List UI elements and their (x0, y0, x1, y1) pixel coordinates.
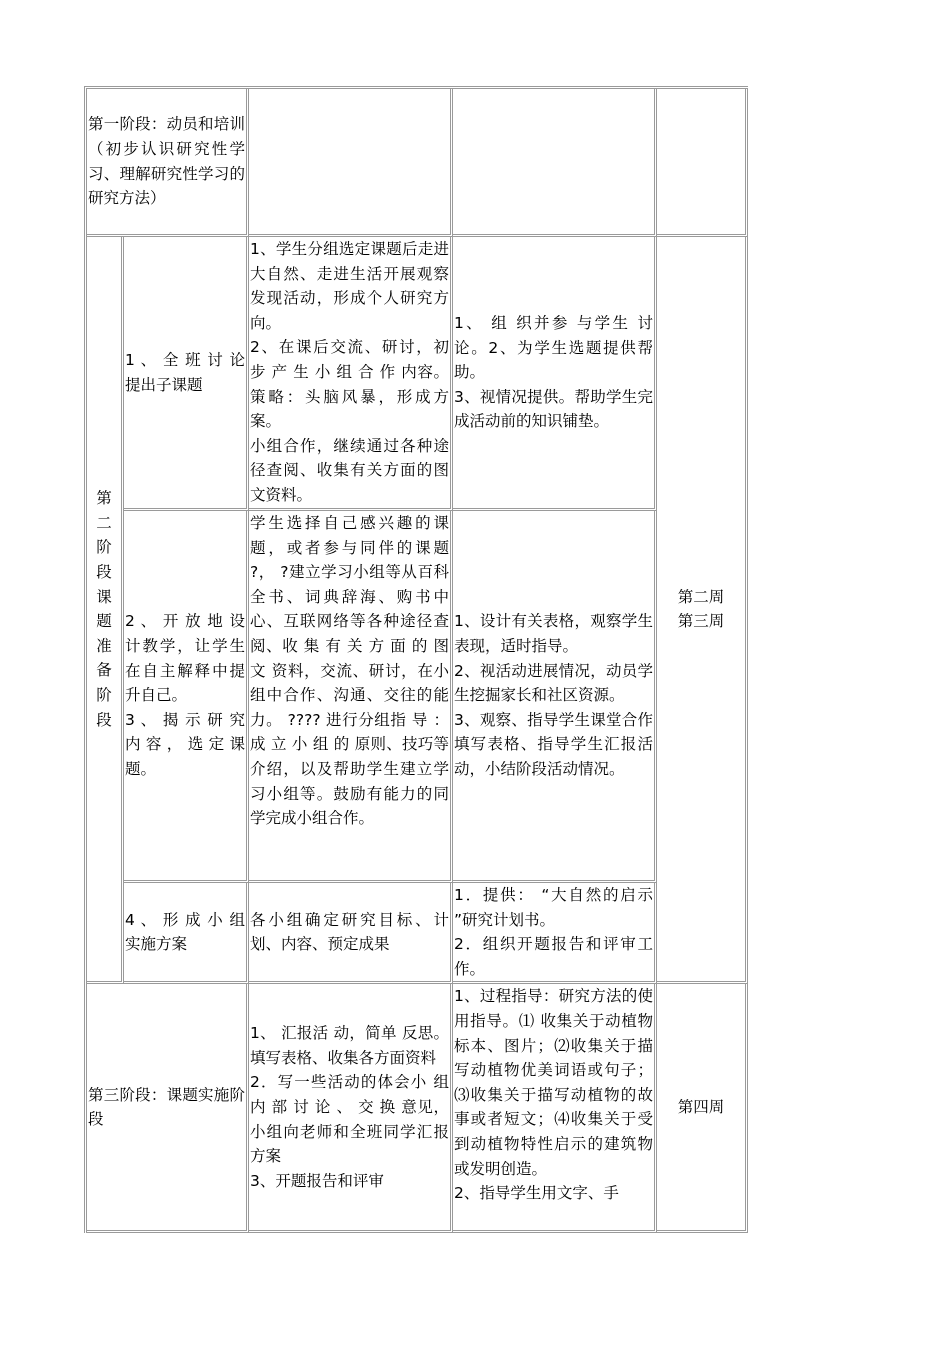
table-row (87, 984, 748, 1233)
stage-2-step-2-content-cell: 学生选择自己感兴趣的课题，或者参与同伴的课题 ?， ?建立学习小组等从百科全书、词典辞海、购书中心、互联网络等各种途径查阅、收 集 有 关 方 面 的 图 文 资料，交流、研讨，在小组中合作、沟通、交往的能力。 ???? 进行分组指 导 ： 成 立 小 组 的 原则、技巧等介绍，以及帮助学生建立学习小组等。鼓励有能力的同学完成小组合作。 (249, 511, 453, 883)
stage-2-label-cell (87, 237, 124, 984)
stage-1-cell: 第一阶段：动员和培训 （初步认识研究性学习、理解研究性学习的研究方法） (87, 89, 249, 237)
stage-2-char: 阶 (96, 538, 112, 557)
stage-2-char: 备 (96, 661, 112, 680)
table-row (87, 883, 748, 984)
stage-2-char: 阶 (96, 685, 112, 704)
stage-2-step-1-content-cell: 1、学生分组选定课题后走进大自然、走进生活开展观察发现活动，形成个人研究方向。 2、在课后交流、研讨，初 步 产 生 小 组 合 作 内容。策略：头脑风暴，形成方案。 小组合作，继续通过各种途径查阅、收集有关方面的图文资料。 (249, 237, 453, 511)
stage-2-char: 段 (96, 563, 112, 581)
table-row (87, 89, 748, 237)
stage-3-guidance-cell: 1、过程指导：研究方法的使用指导。⑴ 收集关于动植物标本、图片；⑵收集关于描写动植物优美词语或句子；⑶收集关于描写动植物的故事或者短文；⑷收集关于受到动植物特性启示的建筑物或发明创造。 2、指导学生用文字、手 (453, 984, 657, 1233)
stage-2-time-cell: 第二周 第三周 (657, 237, 748, 984)
stage-2-step-2-guidance-cell: 1、设计有关表格，观察学生表现，适时指导。 2、视活动进展情况，动员学生挖掘家长和社区资源。 3、观察、指导学生课堂合作填写表格、指导学生汇报活动，小结阶段活动情况。 (453, 511, 657, 883)
stage-2-step-4-cell: 4 、 形 成 小 组实施方案 (124, 883, 249, 984)
table-row (87, 511, 748, 883)
stage-2-step-1-cell: 1 、 全 班 讨 论提出子课题 (124, 237, 249, 511)
stage-2-char: 段 (96, 710, 112, 729)
stage-3-cell: 第三阶段：课题实施阶段 (87, 984, 249, 1233)
stage-2-char: 第 (96, 489, 112, 508)
stage-2-char: 课 (96, 587, 112, 606)
activity-plan-table (84, 86, 748, 1233)
stage-1-guidance-cell (453, 89, 657, 237)
stage-3-content-cell: 1、 汇报活 动，简单 反思。 填写表格、收集各方面资料 2．写一些活动的体会小 组 内 部 讨 论 、 交 换 意见，小组向老师和全班同学汇报方案 3、开题报告和评审 (249, 984, 453, 1233)
stage-2-char: 二 (96, 513, 112, 532)
stage-2-step-4-content-cell: 各小组确定研究目标、计划、内容、预定成果 (249, 883, 453, 984)
stage-2-step-1-guidance-cell: 1、 组 织并参 与学生 讨论。2、为学生选题提供帮助。 3、视情况提供。帮助学生完成活动前的知识铺垫。 (453, 237, 657, 511)
table-row (87, 237, 748, 511)
stage-2-char: 题 (96, 612, 112, 631)
stage-1-time-cell (657, 89, 748, 237)
stage-2-char: 准 (96, 636, 112, 655)
stage-2-step-4-guidance-cell: 1．提供： “大自然的启示 ”研究计划书。 2．组织开题报告和评审工作。 (453, 883, 657, 984)
stage-3-time-cell: 第四周 (657, 984, 748, 1233)
stage-1-content-cell (249, 89, 453, 237)
stage-2-step-2-cell: 2 、 开 放 地 设计教学，让学生在自主解释中提升自己。 3 、 揭 示 研 究内容，选定课题。 (124, 511, 249, 883)
